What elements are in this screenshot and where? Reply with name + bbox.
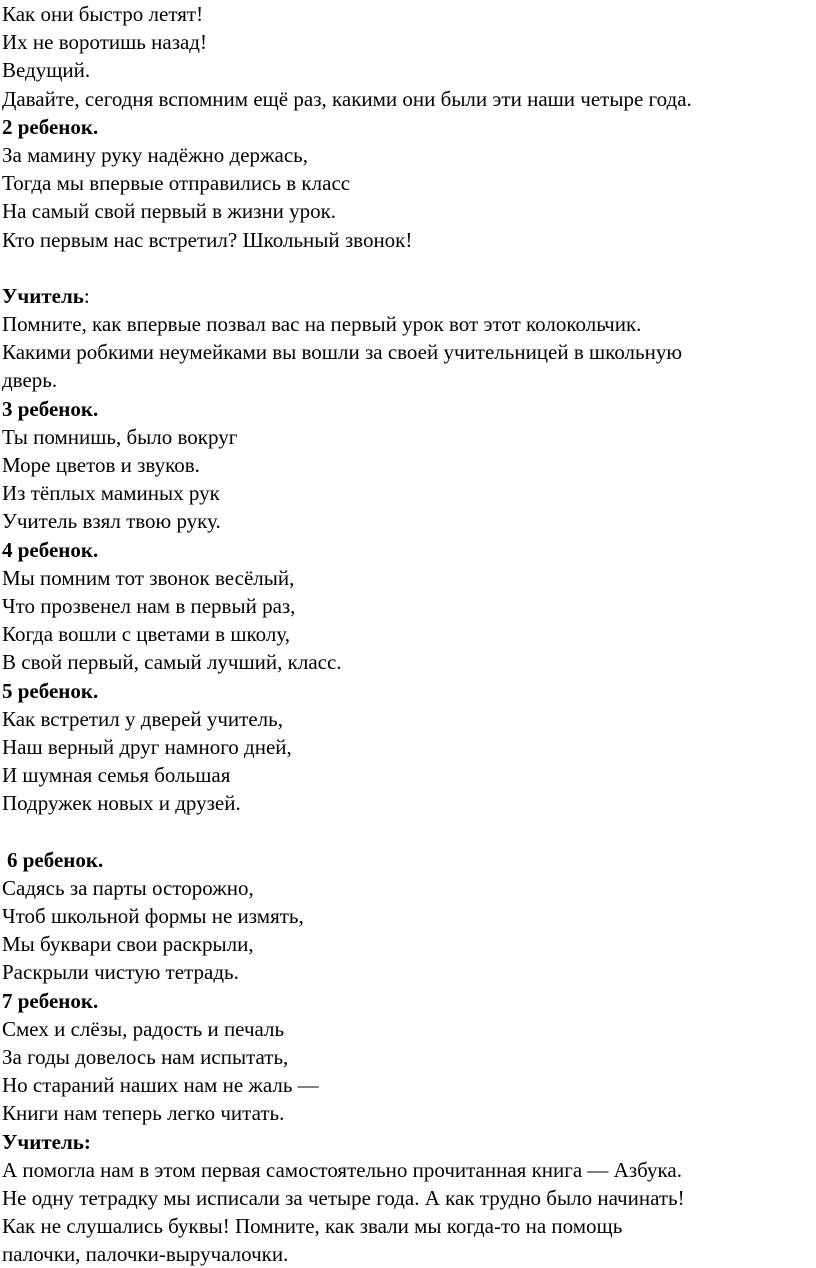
- document-body: [2, 0, 814, 1268]
- speaker-label: 7 ребенок.: [2, 988, 99, 1013]
- text-line: Мы буквари свои раскрыли,: [2, 932, 254, 957]
- text-line: А помогла нам в этом первая самостоятельно прочитанная книга — Азбука.: [2, 1157, 682, 1182]
- text-line: Как не слушались буквы! Помните, как звали мы когда-то на помощь: [2, 1214, 623, 1239]
- text-line: Подружек новых и друзей.: [2, 791, 241, 816]
- text-line: Море цветов и звуков.: [2, 453, 200, 477]
- text-line: Книги нам теперь легко читать.: [2, 1101, 285, 1126]
- text-line: Тогда мы впервые отправились в класс: [2, 171, 351, 196]
- text-line: Ведущий.: [2, 58, 91, 83]
- text-line: Давайте, сегодня вспомним ещё раз, какими они были эти наши четыре года.: [2, 86, 692, 111]
- text-line: Их не воротишь назад!: [2, 30, 207, 55]
- text-line: дверь.: [2, 368, 58, 393]
- text-line: Не одну тетрадку мы исписали за четыре года. А как трудно было начинать!: [2, 1185, 685, 1210]
- text-line: Мы помним тот звонок весёлый,: [2, 565, 295, 590]
- speaker-label-line: [2, 282, 814, 310]
- text-line: В свой первый, самый лучший, класс.: [2, 650, 342, 675]
- text-line: Из тёплых маминых рук: [2, 481, 220, 506]
- text-line: Когда вошли с цветами в школу,: [2, 622, 290, 647]
- text-line: За годы довелось нам испытать,: [2, 1044, 289, 1069]
- text-line: Как они быстро летят!: [2, 2, 204, 26]
- speaker-label: Учитель:: [2, 1129, 91, 1154]
- speaker-label: Учитель: [2, 283, 84, 308]
- text-line: Чтоб школьной формы не измять,: [2, 904, 304, 928]
- speaker-label: 4 ребенок.: [2, 537, 99, 562]
- speaker-label: 3 ребенок.: [2, 396, 99, 421]
- speaker-label: 6 ребенок.: [7, 847, 104, 872]
- blank-line: [2, 254, 814, 282]
- text-line: Учитель взял твою руку.: [2, 509, 221, 534]
- blank-line: [2, 817, 814, 845]
- text-line: На самый свой первый в жизни урок.: [2, 199, 337, 224]
- text-line: Смех и слёзы, радость и печаль: [2, 1016, 285, 1041]
- text-line: палочки, палочки-выручалочки.: [2, 1242, 289, 1267]
- text-line: Помните, как впервые позвал вас на первый урок вот этот колокольчик.: [2, 312, 642, 337]
- text-line: Садясь за парты осторожно,: [2, 875, 254, 900]
- text-line: Раскрыли чистую тетрадь.: [2, 960, 239, 985]
- text-line: За мамину руку надёжно держась,: [2, 142, 308, 167]
- speaker-label: 2 ребенок.: [2, 114, 99, 139]
- text-line: Наш верный друг намного дней,: [2, 734, 292, 759]
- text-line: И шумная семья большая: [2, 763, 231, 788]
- text-line: Как встретил у дверей учитель,: [2, 706, 283, 731]
- text-line: Но стараний наших нам не жаль —: [2, 1073, 319, 1098]
- text-line: Кто первым нас встретил? Школьный звонок!: [2, 227, 413, 252]
- speaker-label: 5 ребенок.: [2, 678, 99, 703]
- text-line: Что прозвенел нам в первый раз,: [2, 593, 296, 618]
- speaker-colon: :: [83, 283, 90, 308]
- text-line: Какими робкими неумейками вы вошли за своей учительницей в школьную: [2, 340, 683, 365]
- text-line: Ты помнишь, было вокруг: [2, 424, 238, 449]
